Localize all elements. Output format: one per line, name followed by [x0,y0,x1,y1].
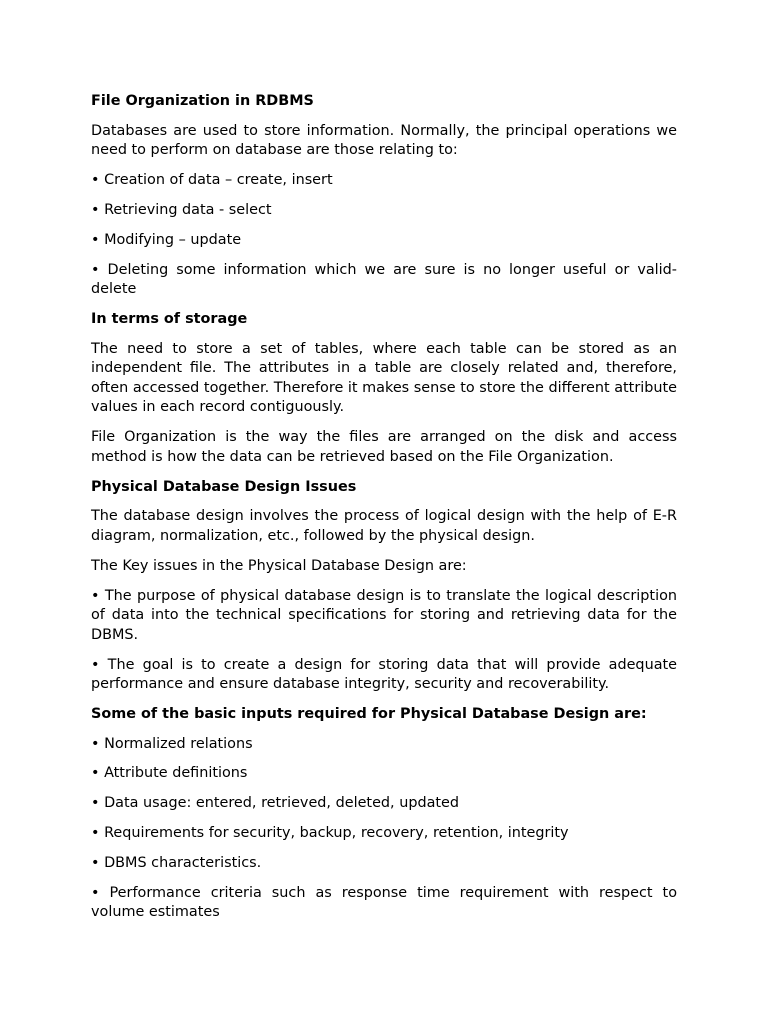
key-issues-intro: The Key issues in the Physical Database Design are: [91,557,467,574]
input-text: Requirements for security, backup, recovery, retention, integrity [104,825,569,841]
input-item [91,884,677,923]
inputs-heading: Some of the basic inputs required for Physical Database Design are: [91,705,647,722]
input-item [91,794,677,814]
input-text: Data usage: entered, retrieved, deleted, updated [104,795,460,812]
bullet-icon: • [91,656,100,673]
design-heading: Physical Database Design Issues [91,478,357,495]
document-page [91,92,677,933]
operation-item [91,261,677,300]
intro-paragraph: Databases are used to store information. Normally, the principal operations we need to perform on database are those relating to: [91,122,677,159]
key-issue-text: The purpose of physical database design is to translate the logical description of data into the technical specifications for storing and retrieving data for the DBMS. [91,587,677,643]
document-title: File Organization in RDBMS [91,93,314,109]
bullet-icon: • [91,261,100,278]
bullet-icon: • [91,587,100,604]
operation-item [91,201,677,221]
key-issue-text: The goal is to create a design for storing data that will provide adequate performance and ensure database integrity, security and recoverability. [91,656,678,693]
bullet-icon: • [91,795,100,812]
storage-heading: In terms of storage [91,310,248,327]
input-text: Attribute definitions [104,765,248,782]
bullet-icon: • [91,735,100,752]
input-item [91,854,677,874]
operation-text: Deleting some information which we are sure is no longer useful or valid- delete [91,261,677,298]
operation-item [91,171,677,191]
bullet-icon: • [91,825,100,841]
input-item [91,764,677,784]
input-item [91,735,677,755]
bullet-icon: • [91,231,100,248]
design-paragraph: The database design involves the process of logical design with the help of E-R diagram, normalization, etc., followed by the physical design. [91,508,677,544]
file-organization-paragraph: File Organization is the way the files are arranged on the disk and access method is how the data can be retrieved based on the File Organization. [91,429,677,465]
bullet-icon: • [91,201,100,218]
key-issue-item [91,587,677,646]
operation-text: Retrieving data - select [104,201,272,218]
key-issue-item [91,656,677,695]
bullet-icon: • [91,765,100,782]
operation-text: Modifying – update [104,231,242,248]
input-text: Performance criteria such as response time requirement with respect to volume estimates [91,884,677,921]
input-item [91,824,677,844]
storage-paragraph: The need to store a set of tables, where each table can be stored as an independent file. The attributes in a table are closely related and, therefore, often accessed together. Therefore it makes sense to store the different attribute values in each record contiguously. [91,340,677,416]
bullet-icon: • [91,854,100,871]
operation-text: Creation of data – create, insert [104,172,333,189]
operation-item [91,231,677,251]
bullet-icon: • [91,884,100,901]
input-text: Normalized relations [104,735,253,752]
bullet-icon: • [91,172,100,189]
input-text: DBMS characteristics. [104,854,262,871]
